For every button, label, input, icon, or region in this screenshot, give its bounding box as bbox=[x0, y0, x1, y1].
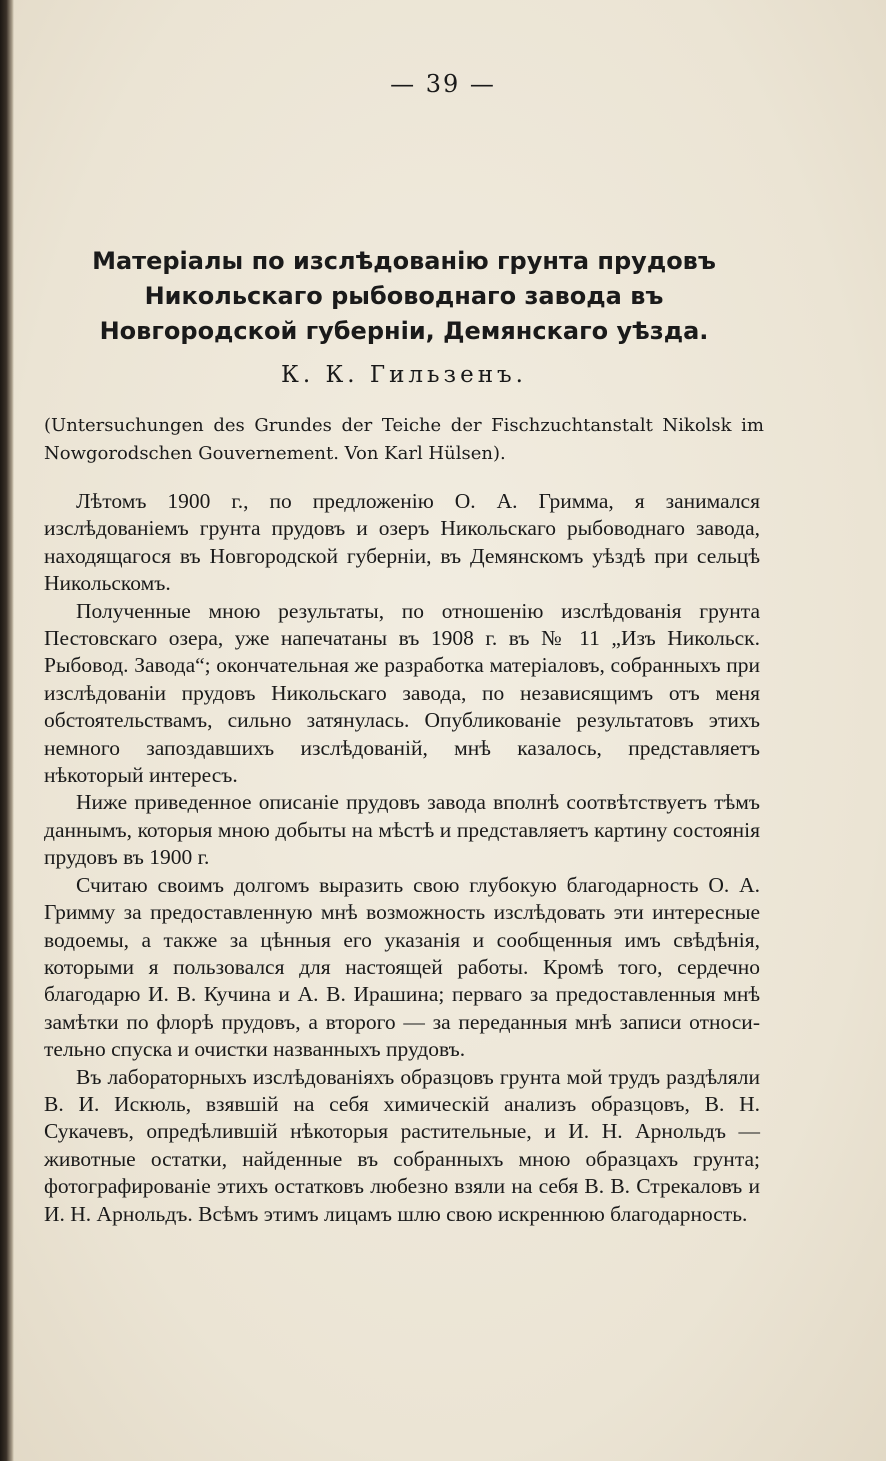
german-subtitle: (Untersuchungen des Grundes der Teiche der Fischzuchtanstalt Nikolsk im Nowgorodschen Gouvernement. Von Karl Hülsen). bbox=[44, 415, 764, 464]
page-number: — 39 — bbox=[390, 70, 496, 98]
body-paragraph: Ниже приведенное описаніе прудовъ завода вполнѣ соотвѣтствуетъ тѣмъ даннымъ, которыя мною добыты на мѣстѣ и представляетъ картину состоянія прудовъ въ 1900 г. bbox=[44, 790, 760, 870]
body-paragraph: Лѣтомъ 1900 г., по предложенію О. А. Гримма, я занимался изслѣдованіемъ грунта прудовъ и озеръ Никольскаго рыбоводнаго завода, находящагося въ Новгородской губерніи, въ Демянскомъ уѣздѣ при сельцѣ Никольскомъ. bbox=[44, 489, 760, 596]
book-spine-shadow bbox=[0, 0, 14, 1461]
article-title: Матеріалы по изслѣдованію грунта прудовъ Никольскаго рыбоводнаго завода въ Новгородской губерніи, Демянскаго уѣзда. bbox=[92, 247, 716, 345]
body-paragraph: Въ лабораторныхъ изслѣдованіяхъ образцовъ грунта мой трудъ раздѣляли В. И. Искюль, взявшій на себя химическій анализъ образцовъ, В. Н. Сукачевъ, опредѣлившій нѣкоторыя растительные, и И. Н. Арнольдъ — животные остатки, найденные въ собранныхъ мною образцахъ грунта; фотографированіе этихъ остатковъ любезно взяли на себя В. В. Стрекаловъ и И. Н. Арнольдъ. Всѣмъ этимъ лицамъ шлю свою искреннюю благодарность. bbox=[44, 1064, 760, 1226]
article-author: К. К. Гильзенъ. bbox=[281, 362, 527, 388]
article-body bbox=[44, 488, 760, 1228]
body-paragraph: Полученные мною результаты, по отношенію изслѣдованія грунта Пестовскаго озера, уже напечатаны въ 1908 г. въ № 11 „Изъ Никольск. Рыбовод. Завода“; окончательная же разработка матеріаловъ, собранныхъ при изслѣдованіи прудовъ Никольскаго завода, по независящимъ отъ меня обстоятельствамъ, сильно затянулась. Опубликованіе результатовъ этихъ немного запоздавшихъ изслѣдованій, мнѣ казалось, представляетъ нѣкоторый интересъ. bbox=[44, 598, 760, 788]
body-paragraph: Считаю своимъ долгомъ выразить свою глубокую благодарность О. А. Гримму за предоставленную мнѣ возможность изслѣдовать эти интересные водоемы, а также за цѣнныя его указанія и сообщенныя имъ свѣдѣнія, которыми я пользовался для настоящей работы. Кромѣ того, сердечно благодарю И. В. Кучина и А. В. Ирашина; перваго за предоставленныя мнѣ замѣтки по флорѣ прудовъ, а второго — за переданныя мнѣ записи относительно спуска и очистки названныхъ прудовъ. bbox=[44, 872, 760, 1062]
